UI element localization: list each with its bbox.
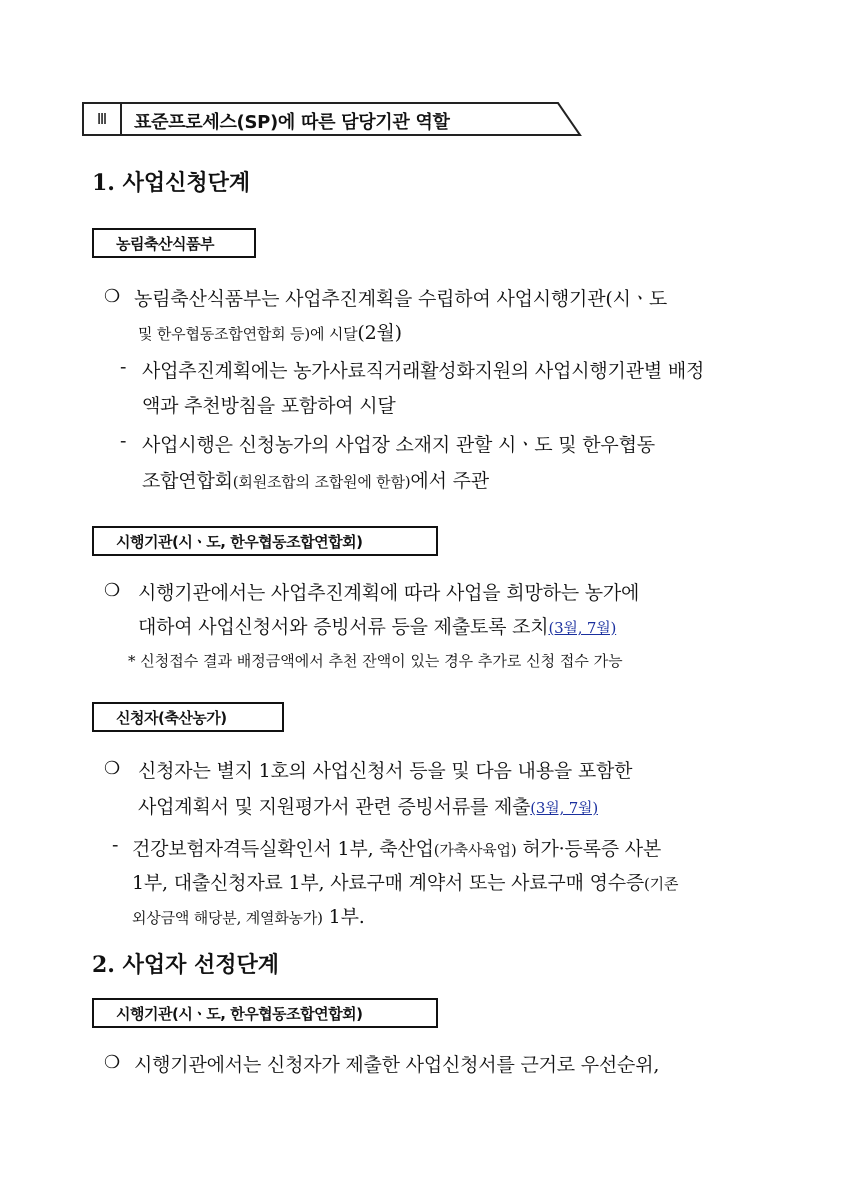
ministry-dash1-line1: 사업추진계획에는 농가사료직거래활성화지원의 사업시행기관별 배정	[142, 360, 705, 382]
applicant-dash1-line3	[132, 902, 365, 929]
applicant-bullet1-month: (3월, 7월)	[530, 799, 598, 817]
section-title: 표준프로세스(SP)에 따른 담당기관 역할	[134, 112, 450, 133]
agency-bullet1-text: 대하여 사업신청서와 증빙서류 등을 제출토록 조치	[138, 616, 549, 638]
agency-label: 시행기관(시ㆍ도, 한우협동조합연합회)	[92, 526, 438, 556]
circle-bullet-icon: ❍	[104, 286, 121, 307]
dash-icon: -	[112, 834, 119, 856]
ministry-dash2-text-b: (회원조합의 조합원에 한함)	[232, 473, 411, 491]
applicant-dash1-line2	[132, 868, 678, 895]
applicant-bullet1-line1: 신청자는 별지 1호의 사업신청서 등을 및 다음 내용을 포함한	[138, 760, 633, 782]
step2-agency-bullet1-line1: 시행기관에서는 신청자가 제출한 사업신청서를 근거로 우선순위,	[134, 1054, 660, 1076]
applicant-bullet1-line2	[138, 792, 598, 819]
circle-bullet-icon: ❍	[104, 580, 121, 601]
circle-bullet-icon: ❍	[104, 758, 121, 779]
section-number: Ⅲ	[82, 102, 122, 136]
dash-icon: -	[120, 430, 127, 452]
applicant-dash1-line1	[132, 834, 661, 861]
applicant-bullet1-text: 사업계획서 및 지원평가서 관련 증빙서류를 제출	[138, 796, 531, 818]
ministry-dash2-text-c: 에서 주관	[410, 470, 489, 492]
ministry-bullet1-line1: 농림축산식품부는 사업추진계획을 수립하여 사업시행기관(시ㆍ도	[134, 288, 668, 310]
agency-bullet1-line2	[138, 612, 616, 639]
step2-agency-label: 시행기관(시ㆍ도, 한우협동조합연합회)	[92, 998, 438, 1028]
applicant-dash1-text-b: (가축사육업)	[433, 841, 517, 859]
applicant-label: 신청자(축산농가)	[92, 702, 284, 732]
applicant-dash1-text-e: (기존	[644, 875, 679, 893]
ministry-bullet1-line2	[138, 318, 402, 345]
agency-bullet1-line1: 시행기관에서는 사업추진계획에 따라 사업을 희망하는 농가에	[138, 582, 640, 604]
applicant-dash1-text-a: 건강보험자격득실확인서 1부, 축산업	[132, 838, 434, 860]
ministry-dash2-line1: 사업시행은 신청농가의 사업장 소재지 관할 시ㆍ도 및 한우협동	[142, 434, 655, 456]
applicant-dash1-text-f: 외상금액 해당분, 계열화농가)	[132, 909, 323, 927]
agency-note: * 신청접수 결과 배정금액에서 추천 잔액이 있는 경우 추가로 신청 접수 가능	[128, 652, 623, 670]
applicant-dash1-text-g: 1부.	[322, 906, 365, 928]
agency-bullet1-month: (3월, 7월)	[548, 619, 617, 637]
circle-bullet-icon: ❍	[104, 1052, 121, 1073]
ministry-bullet1-text: 및 한우협동조합연합회 등)에 시달	[138, 325, 358, 343]
step1-heading: 1. 사업신청단계	[92, 170, 251, 196]
dash-icon: -	[120, 356, 127, 378]
step2-heading: 2. 사업자 선정단계	[92, 952, 280, 978]
ministry-dash2-line2	[142, 466, 489, 493]
ministry-label: 농림축산식품부	[92, 228, 256, 258]
ministry-dash1-line2: 액과 추천방침을 포함하여 시달	[142, 395, 396, 417]
ministry-dash2-text-a: 조합연합회	[142, 470, 233, 492]
ministry-bullet1-month: (2월)	[357, 322, 402, 344]
applicant-dash1-text-d: 1부, 대출신청자료 1부, 사료구매 계약서 또는 사료구매 영수증	[132, 872, 645, 894]
applicant-dash1-text-c: 허가·등록증 사본	[516, 838, 662, 860]
